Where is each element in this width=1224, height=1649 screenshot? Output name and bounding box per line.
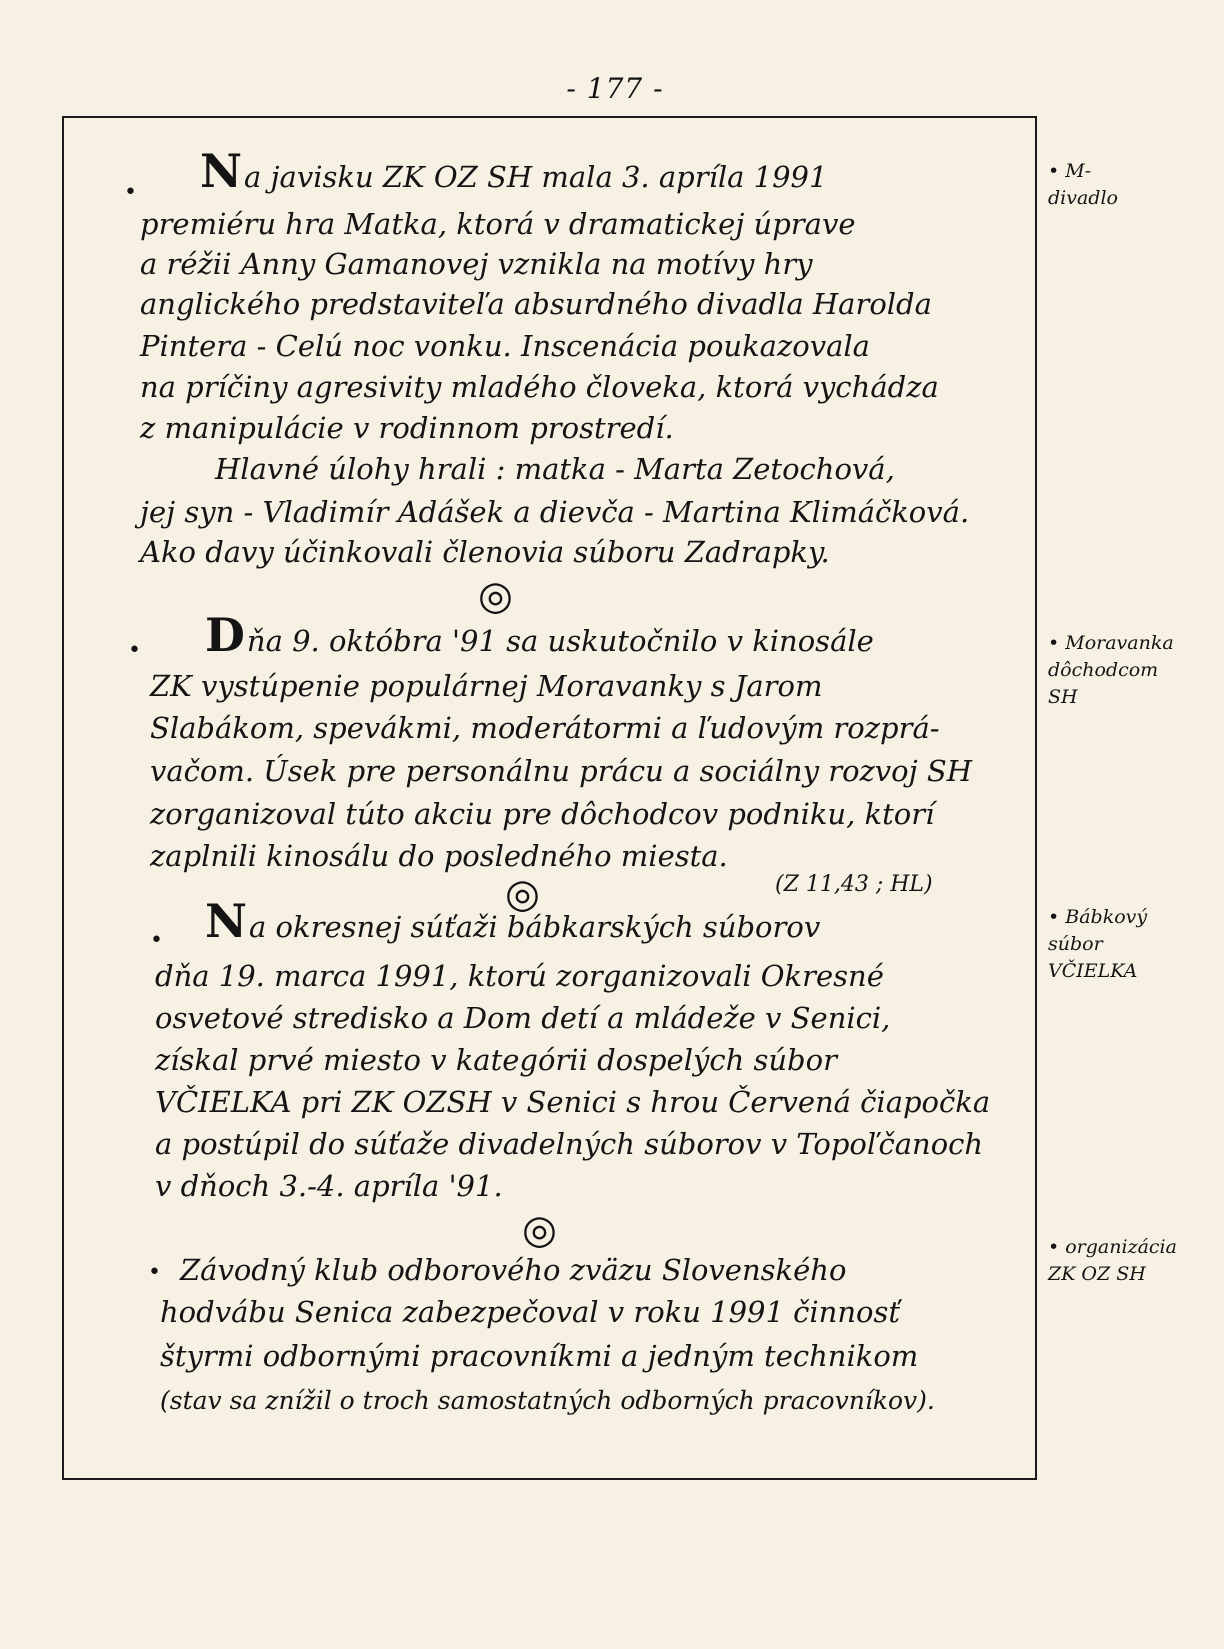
page-number: - 177 - [566, 72, 664, 105]
margin-note: • M- divadlo [1048, 160, 1118, 209]
entry-line: vačom. Úsek pre personálnu prácu a sociálny rozvoj SH [150, 754, 973, 788]
bullet: • [128, 638, 141, 663]
entry-line: jej syn - Vladimír Adášek a dievča - Martina Klimáčková. [140, 495, 970, 529]
entry-line: Závodný klub odborového zväzu Slovenského [180, 1253, 847, 1287]
entry-line: anglického predstaviteľa absurdného divadla Harolda [140, 287, 932, 321]
entry-line: ZK vystúpenie populárnej Moravanky s Jarom [150, 669, 823, 703]
entry-line: VČIELKA pri ZK OZSH v Senici s hrou Červená čiapočka [155, 1085, 991, 1119]
swirl-separator: ◎ [522, 1207, 557, 1253]
entry-line: zaplnili kinosálu do posledného miesta. [150, 839, 728, 873]
entry-line: Dňa 9. októbra '91 sa uskutočnilo v kinosále [205, 608, 874, 662]
entry-line: a postúpil do súťaže divadelných súborov v Topoľčanoch [155, 1127, 984, 1161]
entry-line: z manipulácie v rodinnom prostredí. [140, 411, 674, 445]
entry-line: Ako davy účinkovali členovia súboru Zadrapky. [140, 535, 830, 569]
bullet: • [124, 180, 137, 205]
entry-line: Hlavné úlohy hrali : matka - Marta Zetochová, [215, 452, 895, 486]
margin-note: • organizácia ZK OZ SH [1048, 1236, 1177, 1285]
bullet: • [148, 1260, 161, 1285]
entry-line: získal prvé miesto v kategórii dospelých súbor [155, 1043, 837, 1077]
entry-line: (stav sa znížil o troch samostatných odborných pracovníkov). [160, 1386, 935, 1415]
margin-note: • Bábkový súbor VČIELKA [1048, 906, 1148, 982]
entry-line: a réžii Anny Gamanovej vznikla na motívy hry [140, 247, 813, 281]
entry-line: na príčiny agresivity mladého človeka, ktorá vychádza [140, 370, 939, 404]
initial-letter: D [205, 608, 245, 662]
bullet: • [150, 928, 163, 953]
margin-note: • Moravanka dôchodcom SH [1048, 632, 1174, 708]
entry-line: štyrmi odbornými pracovníkmi a jedným technikom [160, 1339, 919, 1373]
swirl-separator: ◎ [505, 871, 540, 917]
entry-line: hodvábu Senica zabezpečoval v roku 1991 činnosť [160, 1295, 901, 1329]
swirl-separator: ◎ [478, 573, 513, 619]
initial-letter: N [200, 144, 243, 198]
entry-line: Slabákom, spevákmi, moderátormi a ľudovým rozprá- [150, 711, 940, 745]
entry-line: premiéru hra Matka, ktorá v dramatickej úprave [140, 207, 856, 241]
entry-line: Pintera - Celú noc vonku. Inscenácia poukazovala [140, 329, 870, 363]
entry-line: v dňoch 3.-4. apríla '91. [155, 1169, 503, 1203]
entry-line: Na javisku ZK OZ SH mala 3. apríla 1991 [200, 144, 828, 198]
entry-line: dňa 19. marca 1991, ktorú zorganizovali Okresné [155, 959, 884, 993]
entry-line: Na okresnej súťaži bábkarských súborov [205, 894, 821, 948]
entry-line: osvetové stredisko a Dom detí a mládeže v Senici, [155, 1001, 891, 1035]
initial-letter: N [205, 894, 248, 948]
entry-line: zorganizoval túto akciu pre dôchodcov podniku, ktorí [150, 797, 935, 831]
source-citation: (Z 11,43 ; HL) [775, 872, 933, 897]
